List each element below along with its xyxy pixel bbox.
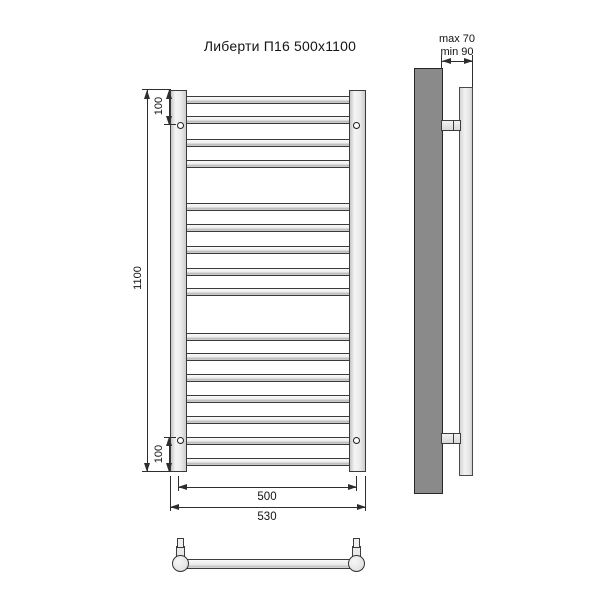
dim-label-wall-offset-max: max 70 bbox=[438, 33, 476, 45]
crossbar bbox=[186, 416, 350, 424]
right-rail-tube bbox=[349, 90, 366, 472]
dim-label-overall-width: 530 bbox=[257, 511, 277, 523]
arrowhead-icon bbox=[178, 484, 187, 490]
dim-label-top-offset: 100 bbox=[153, 96, 165, 116]
arrowhead-icon bbox=[166, 90, 172, 99]
crossbar bbox=[186, 374, 350, 382]
arrowhead-icon bbox=[464, 58, 473, 64]
crossbar bbox=[186, 353, 350, 361]
wall-section bbox=[414, 68, 443, 494]
arrowhead-icon bbox=[357, 504, 366, 510]
dim-label-height: 1100 bbox=[132, 266, 144, 290]
crossbar bbox=[186, 458, 350, 466]
arrowhead-icon bbox=[144, 90, 150, 99]
mount-hole-bottom-right bbox=[353, 437, 360, 444]
crossbar bbox=[186, 160, 350, 168]
wall-bracket-top bbox=[441, 120, 461, 131]
drawing-title: Либерти П16 500x1100 bbox=[203, 38, 357, 54]
crossbar bbox=[186, 268, 350, 276]
crossbar bbox=[186, 224, 350, 232]
top-view-crossbar bbox=[186, 559, 351, 569]
dim-label-axis-width: 500 bbox=[257, 491, 277, 503]
crossbar bbox=[186, 139, 350, 147]
dim-line-height bbox=[147, 90, 148, 472]
top-view-fitting-cap-left bbox=[177, 538, 184, 548]
dim-label-bottom-offset: 100 bbox=[153, 444, 165, 464]
top-view-collector-left bbox=[172, 555, 189, 572]
dim-line-overall-width bbox=[170, 507, 366, 508]
crossbar bbox=[186, 395, 350, 403]
side-tube bbox=[459, 87, 473, 476]
crossbar bbox=[186, 203, 350, 211]
crossbar bbox=[186, 246, 350, 254]
crossbar bbox=[186, 333, 350, 341]
arrowhead-icon bbox=[170, 504, 179, 510]
mount-hole-top-left bbox=[177, 122, 184, 129]
arrowhead-icon bbox=[166, 463, 172, 472]
crossbar bbox=[186, 288, 350, 296]
bracket-collar bbox=[453, 121, 454, 130]
arrowhead-icon bbox=[348, 484, 357, 490]
top-view-collector-right bbox=[348, 555, 365, 572]
mount-hole-bottom-left bbox=[177, 437, 184, 444]
mount-hole-top-right bbox=[353, 122, 360, 129]
bracket-collar bbox=[453, 434, 454, 443]
arrowhead-icon bbox=[442, 58, 451, 64]
dim-label-wall-offset-min: min 90 bbox=[440, 46, 474, 58]
top-view-fitting-cap-right bbox=[353, 538, 360, 548]
crossbar bbox=[186, 96, 350, 104]
arrowhead-icon bbox=[166, 437, 172, 446]
crossbar bbox=[186, 437, 350, 445]
dim-line-axis-width bbox=[178, 487, 357, 488]
crossbar bbox=[186, 116, 350, 124]
left-rail-tube bbox=[170, 90, 187, 472]
wall-bracket-bottom bbox=[441, 433, 461, 444]
